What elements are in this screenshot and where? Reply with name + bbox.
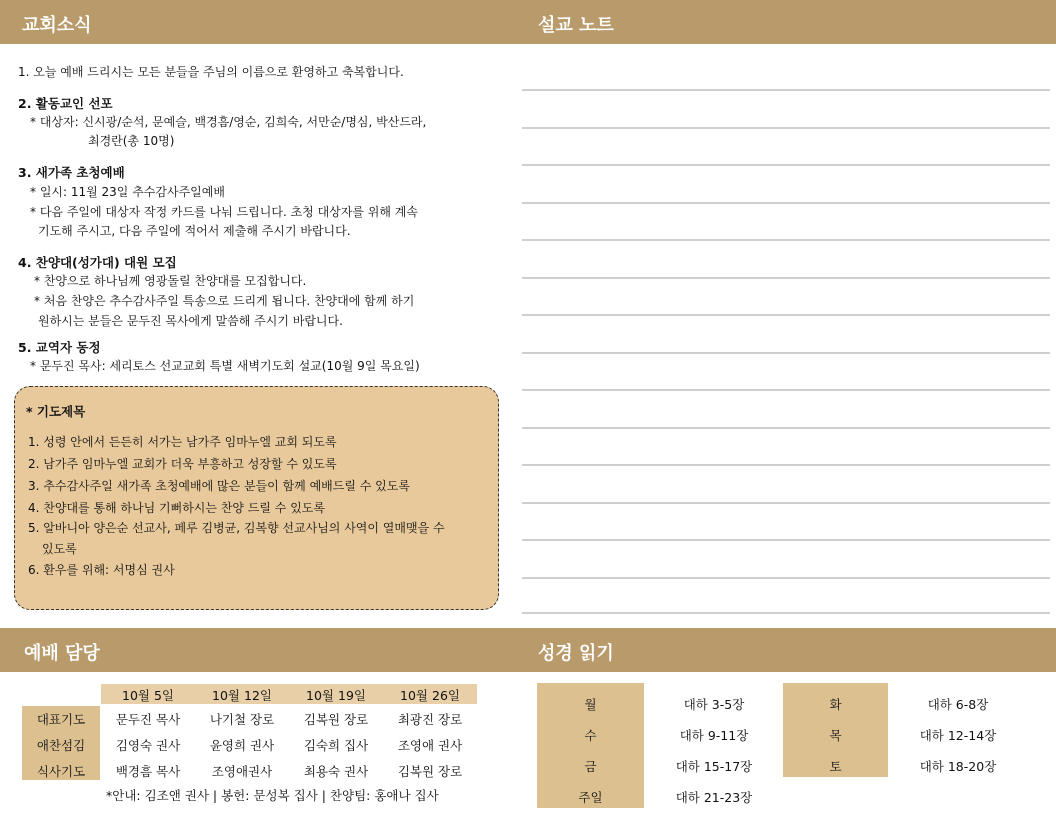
name-cell: 최용숙 권사 (303, 764, 369, 779)
news-text: * 일시: 11월 23일 추수감사주일예배 (30, 185, 225, 199)
name-cell: 김복원 장로 (397, 764, 463, 779)
reading: 대하 3-5장 (683, 697, 745, 712)
news-text: * 문두진 목사: 세리토스 선교교회 특별 새벽기도회 설교(10월 9일 목요일) (30, 359, 420, 373)
name-cell: 백경흠 목사 (115, 764, 181, 779)
reading: 대하 6-8장 (927, 697, 989, 712)
day-label: 목 (829, 728, 842, 743)
date-header: 10월 12일 (212, 688, 272, 703)
notes-heading: 설교 노트 (538, 15, 614, 36)
name-cell: 조영애권사 (211, 764, 273, 779)
name-cell: 김영숙 권사 (115, 738, 181, 753)
news-text: 최경란(총 10명) (88, 134, 175, 148)
name-cell: 윤영희 권사 (209, 738, 275, 753)
note-line (522, 352, 1050, 354)
news-item-5-title: 5. 교역자 동정 (18, 340, 101, 355)
reading: 대하 21-23장 (675, 790, 753, 805)
note-line (522, 202, 1050, 204)
note-line (522, 539, 1050, 541)
news-item-3-title: 3. 새가족 초청예배 (18, 165, 125, 180)
bottom-header-bar (0, 628, 1056, 672)
note-line (522, 427, 1050, 429)
news-text: 원하시는 분들은 문두진 목사에게 말씀해 주시기 바랍니다. (38, 314, 343, 328)
note-line (522, 389, 1050, 391)
news-text: * 찬양으로 하나님께 영광돌릴 찬양대를 모집합니다. (34, 274, 307, 288)
worship-note: *안내: 김조앤 권사 | 봉헌: 문성복 집사 | 찬양팀: 홍애나 집사 (106, 788, 439, 803)
name-cell: 최광진 장로 (397, 712, 463, 727)
prayer-item: 2. 남가주 임마누엘 교회가 더욱 부흥하고 성장할 수 있도록 (28, 457, 337, 471)
reading: 대하 9-11장 (679, 728, 749, 743)
news-text: * 대상자: 신시광/순석, 문예슬, 백경흠/영순, 김희숙, 서만순/명심, 박산드라, (30, 115, 427, 129)
note-line (522, 502, 1050, 504)
role-label: 식사기도 (36, 764, 86, 779)
reading: 대하 18-20장 (919, 759, 997, 774)
name-cell: 문두진 목사 (115, 712, 181, 727)
role-label: 애찬섬김 (36, 738, 86, 753)
news-heading: 교회소식 (22, 15, 92, 36)
role-label: 대표기도 (36, 712, 86, 727)
note-line (522, 127, 1050, 129)
news-item-1: 1. 오늘 예배 드리시는 모든 분들을 주님의 이름으로 환영하고 축복합니다. (18, 65, 404, 79)
note-line (522, 612, 1050, 614)
prayer-item: 5. 알바니아 양은순 선교사, 페루 김병균, 김복향 선교사님의 사역이 열매맺을 수 (28, 521, 445, 535)
name-cell: 김복원 장로 (303, 712, 369, 727)
prayer-item: 있도록 (42, 542, 77, 556)
note-line (522, 239, 1050, 241)
news-item-2-title: 2. 활동교인 선포 (18, 96, 113, 111)
reading: 대하 12-14장 (919, 728, 997, 743)
note-line (522, 464, 1050, 466)
day-label: 토 (829, 759, 842, 774)
worship-heading: 예배 담당 (24, 643, 100, 664)
top-header-bar (0, 0, 1056, 44)
bible-heading: 성경 읽기 (538, 643, 614, 664)
news-text: * 다음 주일에 대상자 작정 카드를 나눠 드립니다. 초청 대상자를 위해 계속 (30, 205, 418, 219)
name-cell: 김숙희 집사 (303, 738, 369, 753)
note-line (522, 89, 1050, 91)
prayer-item: 4. 찬양대를 통해 하나님 기뻐하시는 찬양 드릴 수 있도록 (28, 501, 325, 515)
day-label: 주일 (578, 790, 603, 805)
date-header: 10월 19일 (306, 688, 366, 703)
date-header: 10월 26일 (400, 688, 460, 703)
prayer-item: 6. 환우를 위해: 서명심 권사 (28, 563, 175, 577)
day-label: 금 (584, 759, 597, 774)
day-label: 화 (829, 697, 842, 712)
day-label: 수 (584, 728, 597, 743)
news-item-4-title: 4. 찬양대(성가대) 대원 모집 (18, 255, 177, 270)
reading: 대하 15-17장 (675, 759, 753, 774)
news-text: 기도해 주시고, 다음 주일에 적어서 제출해 주시기 바랍니다. (38, 224, 351, 238)
name-cell: 조영애 권사 (397, 738, 463, 753)
prayer-title: * 기도제목 (26, 404, 86, 419)
prayer-item: 3. 추수감사주일 새가족 초청예배에 많은 분들이 함께 예배드릴 수 있도록 (28, 479, 410, 493)
note-line (522, 577, 1050, 579)
note-line (522, 277, 1050, 279)
prayer-item: 1. 성령 안에서 든든히 서가는 남가주 임마누엘 교회 되도록 (28, 435, 337, 449)
news-text: * 처음 찬양은 추수감사주일 특송으로 드리게 됩니다. 찬양대에 함께 하기 (34, 294, 415, 308)
date-header: 10월 5일 (122, 688, 174, 703)
day-label: 월 (584, 697, 597, 712)
note-line (522, 314, 1050, 316)
note-line (522, 164, 1050, 166)
name-cell: 나기철 장로 (209, 712, 275, 727)
